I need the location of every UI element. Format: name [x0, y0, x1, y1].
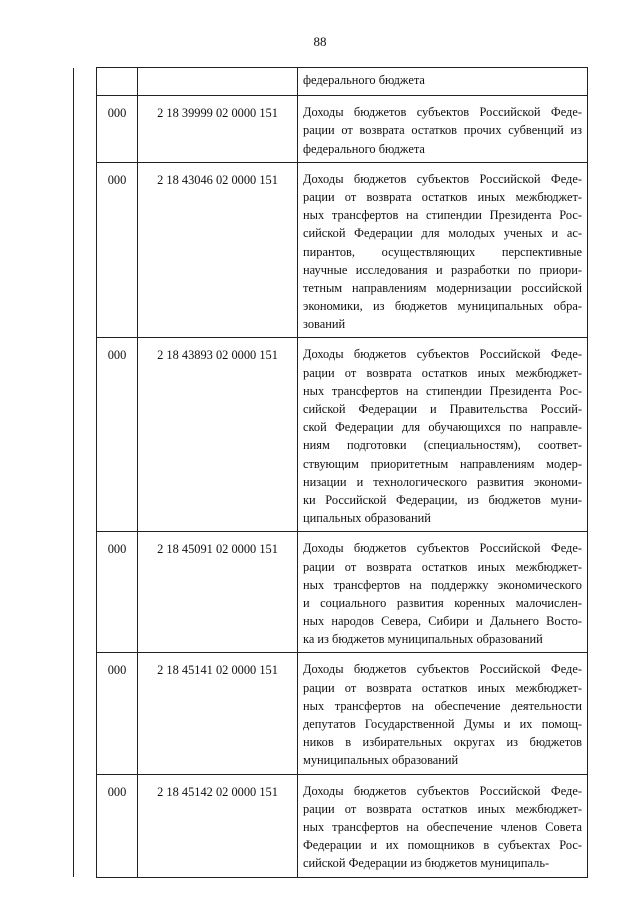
admin-code-cell: 000 — [97, 162, 138, 338]
income-name-line: ных трансфертов на стипендии Президента Рос- — [303, 383, 582, 398]
budget-classification-code-cell: 2 18 43046 02 0000 151 — [138, 162, 298, 338]
income-name-cell — [298, 96, 588, 163]
budget-classification-code-cell — [138, 68, 298, 96]
income-name-line: сийской Федерации из бюджетов муниципаль- — [303, 856, 550, 871]
margin-column — [74, 68, 97, 878]
admin-code-cell: 000 — [97, 96, 138, 163]
income-name-line: рации от возврата остатков иных межбюджет- — [303, 189, 582, 204]
table-row — [74, 774, 588, 877]
income-name-line: ных трансфертов на обеспечение деятельности — [303, 698, 582, 713]
budget-classification-code-cell: 2 18 39999 02 0000 151 — [138, 96, 298, 163]
admin-code-cell — [97, 68, 138, 96]
admin-code-cell: 000 — [97, 338, 138, 532]
budget-classification-code-cell: 2 18 45091 02 0000 151 — [138, 532, 298, 653]
income-name-line: федерального бюджета — [303, 141, 425, 156]
table-row — [74, 96, 588, 163]
income-name-line: пирантов, осуществляющих перспективные — [303, 244, 582, 259]
income-name-cell — [298, 774, 588, 877]
table-row — [74, 653, 588, 774]
income-name-line: Доходы бюджетов субъектов Российской Феде- — [303, 171, 582, 186]
income-name-line: федерального бюджета — [303, 73, 425, 87]
table-row — [74, 162, 588, 338]
income-name-line: низации и технологического развития экономи- — [303, 474, 582, 489]
income-name-line: рации от возврата остатков иных межбюджет- — [303, 559, 582, 574]
income-name-line: Доходы бюджетов субъектов Российской Феде- — [303, 105, 582, 120]
income-name-line: рации от возврата остатков иных межбюджет- — [303, 365, 582, 380]
income-name-line: рации от возврата остатков иных межбюджет- — [303, 680, 582, 695]
income-name-line: тетным направлениям модернизации российской — [303, 280, 582, 295]
income-name-cell — [298, 532, 588, 653]
admin-code-cell: 000 — [97, 653, 138, 774]
income-name-line: ников в избирательных округах из бюджетов — [303, 735, 582, 750]
income-name-cell — [298, 653, 588, 774]
income-name-line: ных трансфертов на поддержку экономического — [303, 577, 582, 592]
income-name-line: экономики, из бюджетов муниципальных обра- — [303, 299, 582, 314]
income-name-cell — [298, 162, 588, 338]
table-row — [74, 338, 588, 532]
income-name-line: ных народов Севера, Сибири и Дальнего Восто- — [303, 614, 582, 629]
income-name-line: ных трансфертов на стипендии Президента Рос- — [303, 208, 582, 223]
income-name-line: ка из бюджетов муниципальных образований — [303, 632, 543, 647]
income-name-cell — [298, 338, 588, 532]
income-name-line: рации от возврата остатков прочих субвенций из — [303, 123, 582, 138]
budget-classification-code-cell: 2 18 45141 02 0000 151 — [138, 653, 298, 774]
table-row — [74, 68, 588, 96]
table-body — [74, 68, 588, 878]
income-name-line: Федерации и их помощников в субъектах Рос- — [303, 838, 582, 853]
income-name-line: сийской Федерации для молодых ученых и ас- — [303, 226, 582, 241]
income-name-line: муниципальных образований — [303, 753, 459, 768]
budget-codes-table — [73, 67, 588, 878]
income-name-line: ципальных образований — [303, 511, 431, 526]
income-name-line: сийской Федерации и Правительства Россий- — [303, 402, 582, 416]
income-name-line: Доходы бюджетов субъектов Российской Феде- — [303, 541, 582, 556]
income-name-line: рации от возврата остатков иных межбюджет- — [303, 801, 582, 816]
income-name-line: ных трансфертов на обеспечение членов Совета — [303, 819, 582, 834]
table-row — [74, 532, 588, 653]
income-name-cell — [298, 68, 588, 96]
admin-code-cell: 000 — [97, 774, 138, 877]
income-name-line: Доходы бюджетов субъектов Российской Феде- — [303, 783, 582, 798]
income-name-line: зований — [303, 317, 346, 332]
income-name-line: Доходы бюджетов субъектов Российской Феде- — [303, 662, 582, 677]
budget-classification-code-cell: 2 18 45142 02 0000 151 — [138, 774, 298, 877]
income-name-line: депутатов Государственной Думы и их помощ- — [303, 717, 582, 731]
income-name-line: ки Российской Федерации, из бюджетов муни- — [303, 492, 582, 507]
income-name-line: Доходы бюджетов субъектов Российской Феде- — [303, 347, 582, 362]
page-number: 88 — [313, 34, 327, 49]
admin-code-cell: 000 — [97, 532, 138, 653]
income-name-line: и социального развития коренных малочислен- — [303, 595, 582, 610]
income-name-line: ствующим приоритетным направлениям модер- — [303, 456, 582, 471]
income-name-line: ской Федерации для обучающихся по направле- — [303, 420, 582, 435]
income-name-line: ниям подготовки (специальностям), соответ- — [303, 438, 582, 453]
income-name-line: научные исследования и разработки по приори- — [303, 262, 582, 277]
budget-classification-code-cell: 2 18 43893 02 0000 151 — [138, 338, 298, 532]
